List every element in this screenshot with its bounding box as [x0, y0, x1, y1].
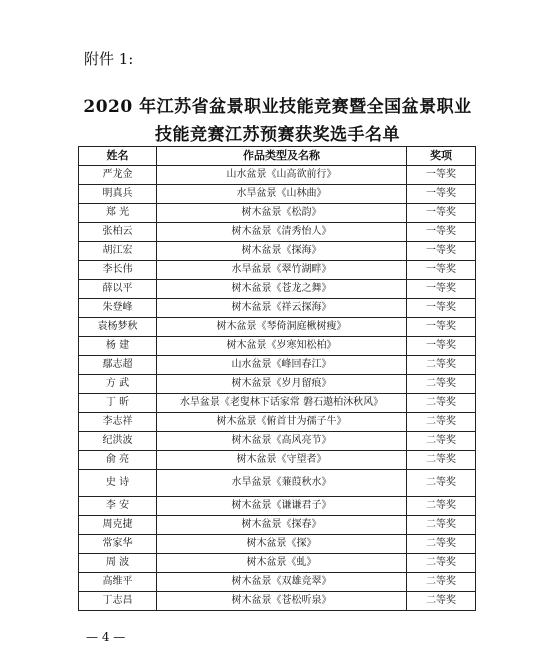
- cell-name: 明真兵: [79, 185, 157, 204]
- table-header-row: [79, 147, 476, 166]
- cell-work: 树木盆景《苍龙之舞》: [157, 280, 407, 299]
- cell-work: 树木盆景《谦谦君子》: [157, 497, 407, 516]
- cell-award: 二等奖: [407, 573, 476, 592]
- header-work: 作品类型及名称: [157, 147, 407, 166]
- cell-name: 丁志昌: [79, 592, 157, 611]
- cell-work: 水旱盆景《翠竹湖畔》: [157, 261, 407, 280]
- cell-award: 二等奖: [407, 451, 476, 470]
- cell-work: 树木盆景《琴倚洞庭楸树瘦》: [157, 318, 407, 337]
- header-name: 姓名: [79, 147, 157, 166]
- table-row: [79, 573, 476, 592]
- cell-award: 二等奖: [407, 535, 476, 554]
- cell-award: 一等奖: [407, 261, 476, 280]
- table-row: [79, 394, 476, 413]
- table-row: [79, 280, 476, 299]
- cell-name: 丁 昕: [79, 394, 157, 413]
- cell-work: 树木盆景《岁寒知松柏》: [157, 337, 407, 356]
- cell-name: 薛以平: [79, 280, 157, 299]
- cell-name: 郑 光: [79, 204, 157, 223]
- cell-name: 胡江宏: [79, 242, 157, 261]
- table-row: [79, 356, 476, 375]
- cell-work: 树木盆景《双雄竞翠》: [157, 573, 407, 592]
- cell-work: 树木盆景《岁月留痕》: [157, 375, 407, 394]
- cell-name: 张柏云: [79, 223, 157, 242]
- cell-award: 二等奖: [407, 516, 476, 535]
- cell-award: 二等奖: [407, 413, 476, 432]
- table-row: [79, 204, 476, 223]
- cell-work: 树木盆景《俯首甘为孺子牛》: [157, 413, 407, 432]
- table-row: [79, 413, 476, 432]
- table-row: [79, 185, 476, 204]
- table-row: [79, 554, 476, 573]
- cell-work: 树木盆景《探海》: [157, 242, 407, 261]
- cell-work: 水旱盆景《山林曲》: [157, 185, 407, 204]
- cell-name: 鄢志超: [79, 356, 157, 375]
- table-row: [79, 432, 476, 451]
- document-title-line-2: 技能竞赛江苏预赛获奖选手名单: [155, 125, 400, 145]
- table-row: [79, 337, 476, 356]
- cell-award: 一等奖: [407, 280, 476, 299]
- cell-work: 树木盆景《清秀怡人》: [157, 223, 407, 242]
- cell-name: 杨 建: [79, 337, 157, 356]
- table-row: [79, 166, 476, 185]
- cell-name: 纪洪波: [79, 432, 157, 451]
- cell-name: 袁杨梦秋: [79, 318, 157, 337]
- table-row: [79, 497, 476, 516]
- cell-award: 二等奖: [407, 554, 476, 573]
- cell-name: 李长伟: [79, 261, 157, 280]
- cell-award: 二等奖: [407, 432, 476, 451]
- cell-name: 高维平: [79, 573, 157, 592]
- table-row: [79, 592, 476, 611]
- cell-work: 山水盆景《峰回春江》: [157, 356, 407, 375]
- document-title-line-1: 2020 年江苏省盆景职业技能竞赛暨全国盆景职业: [83, 97, 472, 117]
- attachment-label: 附件 1:: [84, 50, 134, 68]
- cell-work: 树木盆景《祥云探海》: [157, 299, 407, 318]
- cell-work: 水旱盆景《蒹葭秋水》: [157, 470, 407, 497]
- cell-award: 一等奖: [407, 337, 476, 356]
- cell-name: 李 安: [79, 497, 157, 516]
- cell-name: 周克捷: [79, 516, 157, 535]
- table-row: [79, 318, 476, 337]
- cell-award: 一等奖: [407, 242, 476, 261]
- cell-award: 二等奖: [407, 470, 476, 497]
- cell-award: 二等奖: [407, 592, 476, 611]
- cell-work: 树木盆景《虬》: [157, 554, 407, 573]
- cell-work: 树木盆景《苍松听泉》: [157, 592, 407, 611]
- table-row: [79, 261, 476, 280]
- cell-work: 树木盆景《探》: [157, 535, 407, 554]
- table-row: [79, 375, 476, 394]
- table-row: [79, 451, 476, 470]
- cell-name: 方 武: [79, 375, 157, 394]
- table-row: [79, 242, 476, 261]
- cell-award: 二等奖: [407, 497, 476, 516]
- table-row: [79, 535, 476, 554]
- table-row: [79, 470, 476, 497]
- cell-name: 俞 亮: [79, 451, 157, 470]
- cell-name: 常家华: [79, 535, 157, 554]
- cell-award: 一等奖: [407, 204, 476, 223]
- cell-name: 史 诗: [79, 470, 157, 497]
- cell-work: 树木盆景《高风亮节》: [157, 432, 407, 451]
- cell-work: 树木盆景《守望者》: [157, 451, 407, 470]
- cell-award: 一等奖: [407, 223, 476, 242]
- cell-work: 山水盆景《山高欲前行》: [157, 166, 407, 185]
- cell-award: 一等奖: [407, 299, 476, 318]
- cell-award: 二等奖: [407, 375, 476, 394]
- header-award: 奖项: [407, 147, 476, 166]
- cell-work: 水旱盆景《老叟林下话家常 磐石遨柏沐秋风》: [157, 394, 407, 413]
- cell-award: 二等奖: [407, 394, 476, 413]
- cell-work: 树木盆景《探春》: [157, 516, 407, 535]
- cell-award: 一等奖: [407, 166, 476, 185]
- cell-name: 严龙金: [79, 166, 157, 185]
- cell-work: 树木盆景《松韵》: [157, 204, 407, 223]
- winners-table: [78, 146, 476, 611]
- cell-name: 周 波: [79, 554, 157, 573]
- cell-name: 李志祥: [79, 413, 157, 432]
- cell-name: 朱登峰: [79, 299, 157, 318]
- page-number: — 4 —: [86, 630, 126, 644]
- cell-award: 一等奖: [407, 185, 476, 204]
- table-row: [79, 516, 476, 535]
- cell-award: 一等奖: [407, 318, 476, 337]
- table-row: [79, 223, 476, 242]
- cell-award: 二等奖: [407, 356, 476, 375]
- table-row: [79, 299, 476, 318]
